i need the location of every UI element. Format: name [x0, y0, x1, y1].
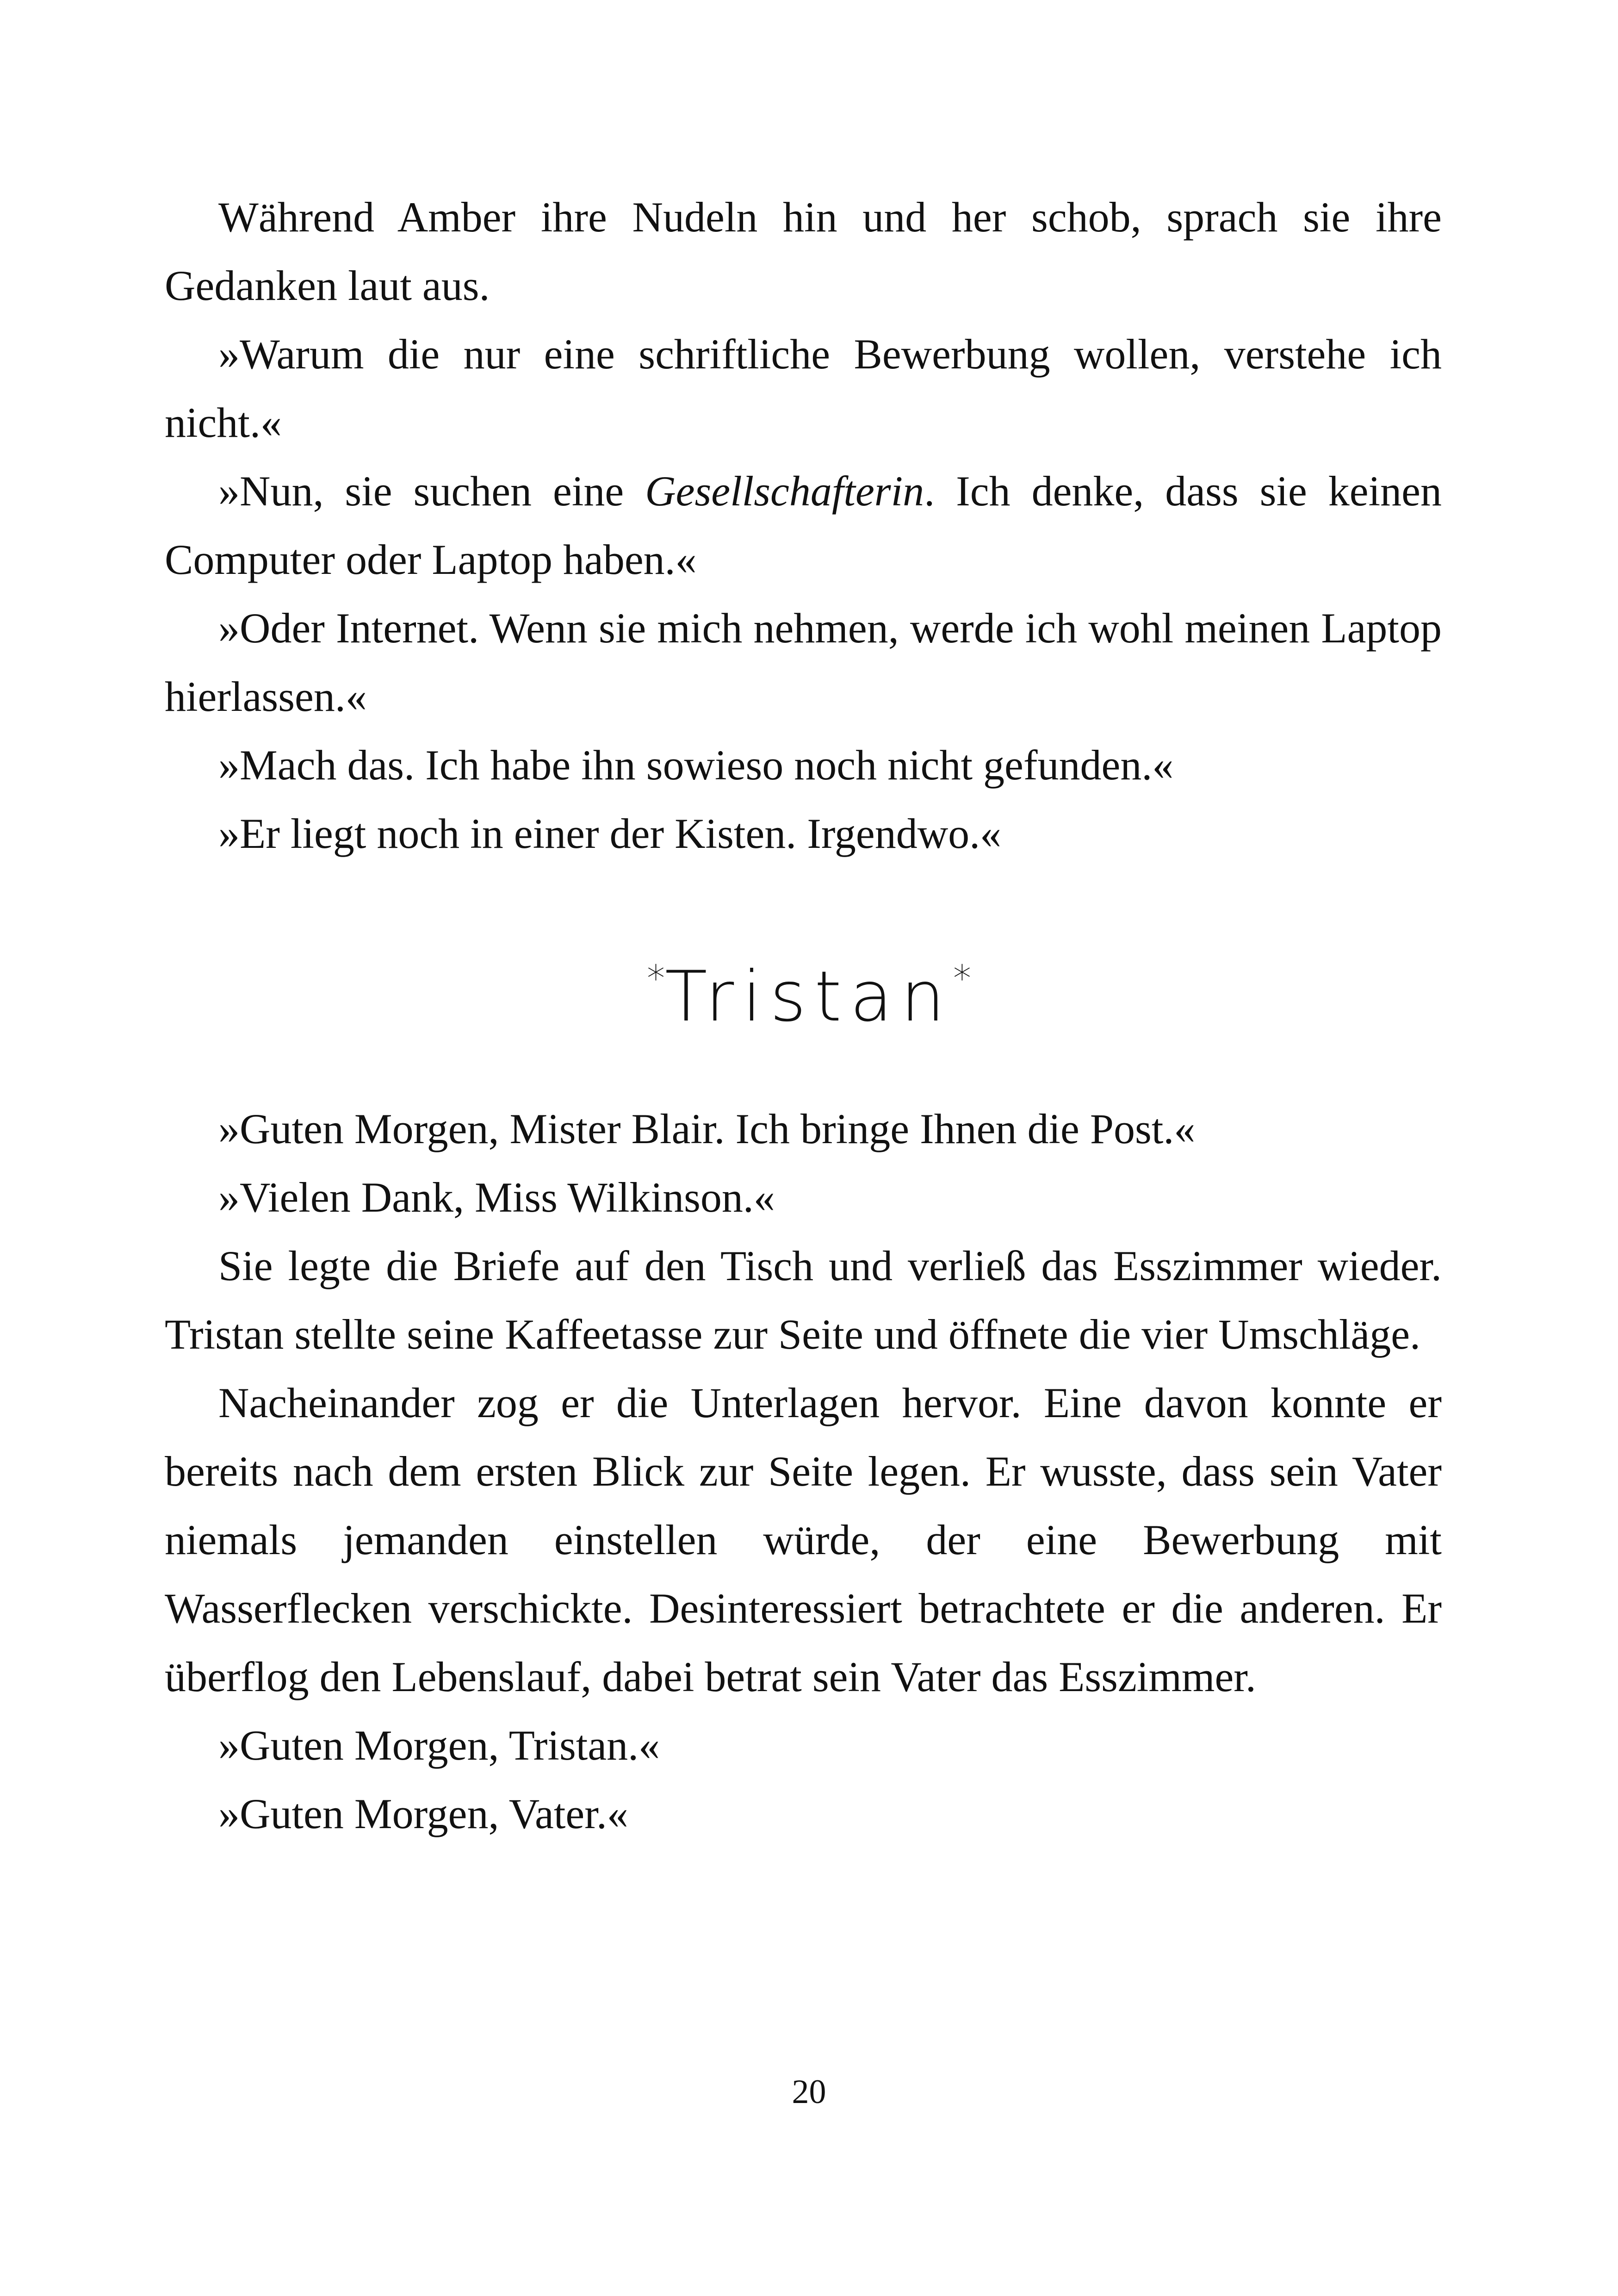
dialogue-line: »Guten Morgen, Tristan.« — [218, 1722, 660, 1769]
dialogue-text: »Nun, sie suchen eine — [218, 467, 645, 515]
page-number: 20 — [792, 2073, 826, 2111]
dialogue-line: »Guten Morgen, Mister Blair. Ich bringe Ihnen die Post.« — [218, 1105, 1196, 1152]
dialogue-text: . Ich denke, dass sie keinen Computer oder Laptop haben.« — [165, 467, 1442, 583]
dialogue-line: »Warum die nur eine schriftliche Bewerbung wollen, verstehe ich nicht.« — [165, 330, 1442, 446]
star-right-icon: * — [953, 958, 971, 1000]
dialogue-line: »Oder Internet. Wenn sie mich nehmen, werde ich wohl meinen Laptop hierlassen.« — [165, 604, 1442, 720]
dialogue-line — [165, 457, 1442, 594]
dialogue-line: »Vielen Dank, Miss Wilkinson.« — [218, 1174, 775, 1221]
text-block-amber — [165, 183, 1442, 868]
chapter-heading — [0, 926, 1618, 1037]
paragraph: Nacheinander zog er die Unterlagen hervor. Eine davon konnte er bereits nach dem ersten Blick zur Seite legen. Er wusste, dass sein Vater niemals jemanden einstellen würde, der eine Bewerbung mit Wasserflecken verschickte. Desinteressiert betrachtete er die anderen. Er überflog den Lebenslauf, dabei betrat sein Vater das Esszimmer. — [165, 1379, 1442, 1700]
dialogue-line: »Guten Morgen, Vater.« — [218, 1790, 628, 1837]
text-block-tristan — [165, 1095, 1442, 1848]
paragraph: Sie legte die Briefe auf den Tisch und verließ das Esszimmer wieder. Tristan stellte seine Kaffeetasse zur Seite und öffnete die vier Umschläge. — [165, 1242, 1442, 1358]
star-left-icon: * — [647, 958, 665, 1000]
dialogue-line: »Er liegt noch in einer der Kisten. Irgendwo.« — [218, 810, 1002, 857]
paragraph: Während Amber ihre Nudeln hin und her schob, sprach sie ihre Gedanken laut aus. — [165, 193, 1442, 309]
dialogue-line: »Mach das. Ich habe ihn sowieso noch nicht gefunden.« — [218, 741, 1174, 789]
italic-word: Gesellschafterin — [645, 467, 924, 515]
heading-name: Tristan — [665, 957, 953, 1037]
